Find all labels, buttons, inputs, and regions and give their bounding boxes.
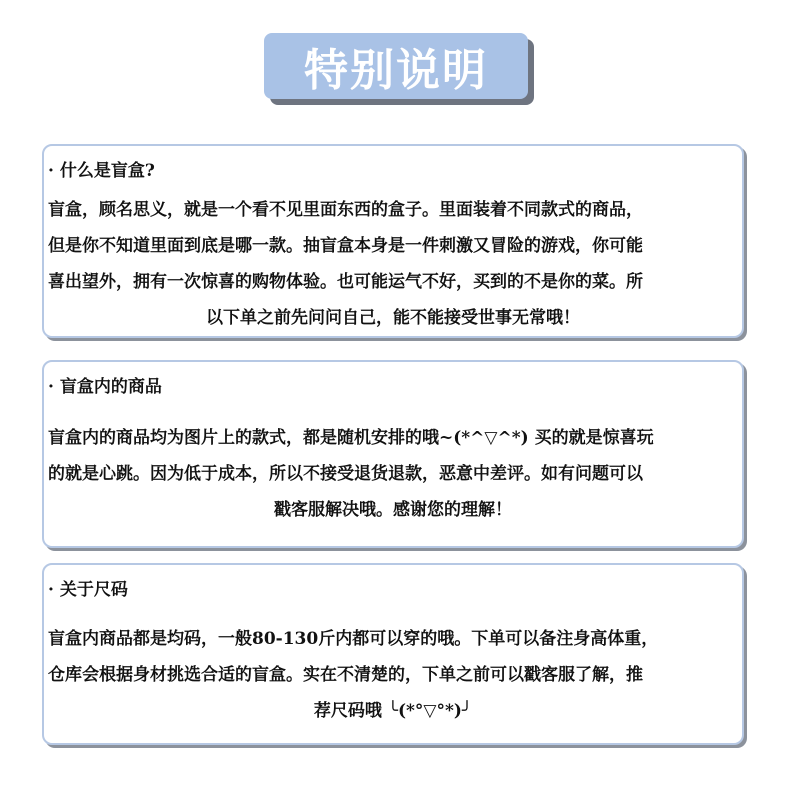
- body-line: 荐尺码哦 ╰(*°▽°*)╯: [313, 701, 473, 721]
- body-line: 但是你不知道里面到底是哪一款。抽盲盒本身是一件刺激又冒险的游戏，你可能: [48, 236, 643, 256]
- section-what-is-blind-box: [42, 144, 744, 338]
- body-line: 盲盒内的商品均为图片上的款式，都是随机安排的哦~(*^▽^*) 买的就是惊喜玩: [48, 428, 654, 448]
- section-heading: · 盲盒内的商品: [48, 377, 162, 397]
- section-heading: · 关于尺码: [48, 580, 128, 600]
- body-line: 喜出望外，拥有一次惊喜的购物体验。也可能运气不好，买到的不是你的菜。所: [48, 272, 643, 292]
- section-body: [48, 192, 738, 336]
- body-line: 盲盒内商品都是均码，一般80-130斤内都可以穿的哦。下单可以备注身高体重，: [48, 629, 659, 649]
- section-box-contents: [42, 360, 744, 548]
- section-heading: · 什么是盲盒?: [48, 161, 155, 181]
- body-line: 仓库会根据身材挑选合适的盲盒。实在不清楚的，下单之前可以戳客服了解，推: [48, 665, 643, 685]
- body-line: 的就是心跳。因为低于成本，所以不接受退货退款，恶意中差评。如有问题可以: [48, 464, 643, 484]
- section-body: [48, 420, 738, 528]
- body-line: 盲盒，顾名思义，就是一个看不见里面东西的盒子。里面装着不同款式的商品，: [48, 200, 643, 220]
- body-line: 以下单之前先问问自己，能不能接受世事无常哦！: [206, 308, 580, 328]
- section-body: [48, 621, 738, 729]
- section-sizing: [42, 563, 744, 745]
- body-line: 戳客服解决哦。感谢您的理解！: [274, 500, 512, 520]
- title-banner: [264, 33, 534, 105]
- page-title: 特别说明: [264, 33, 528, 99]
